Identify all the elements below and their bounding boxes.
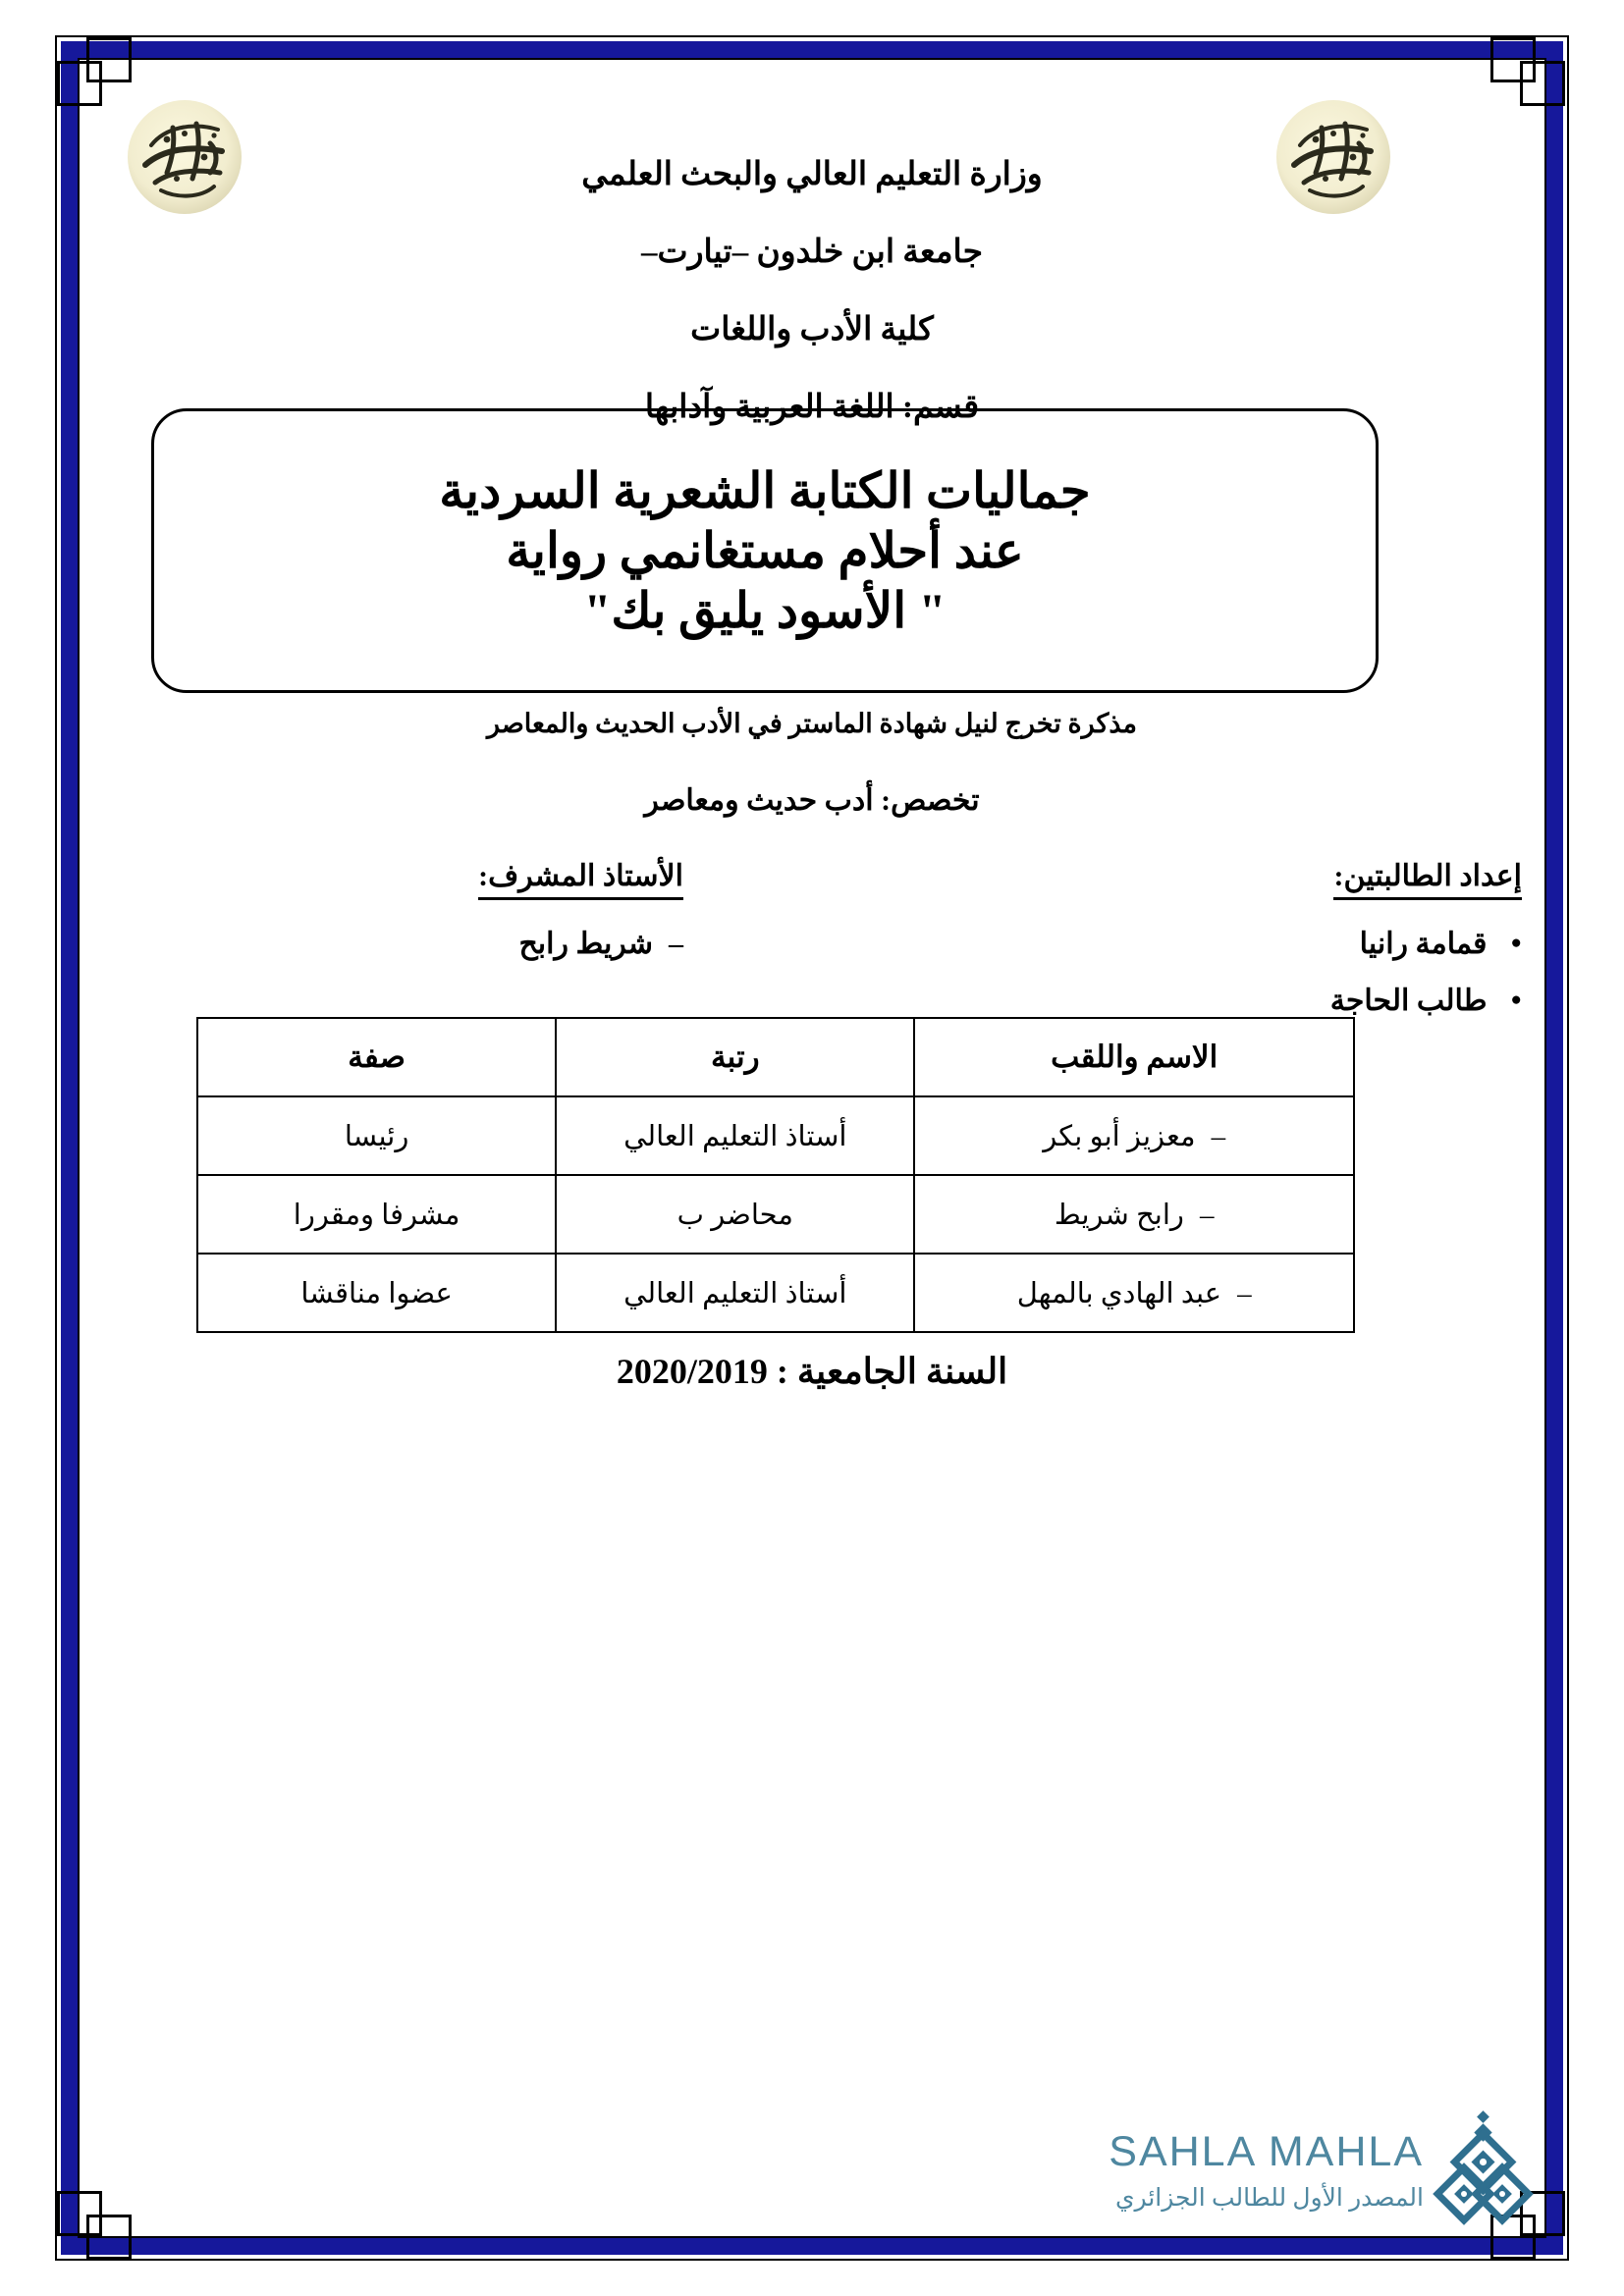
students-list	[972, 927, 1522, 1017]
header-line-ministry: وزارة التعليم العالي والبحث العلمي	[581, 157, 1043, 192]
memoir-statement: مذكرة تخرج لنيل شهادة الماستر في الأدب الحديث والمعاصر	[486, 709, 1138, 738]
academic-year-value: 2020/2019	[616, 1352, 768, 1391]
jury-header-name: الاسم واللقب	[914, 1018, 1354, 1096]
supervisor-heading: الأستاذ المشرف:	[478, 860, 683, 900]
jury-row-2-name	[914, 1175, 1354, 1254]
jury-row-2-role: مشرفا ومقررا	[197, 1175, 556, 1254]
sahla-mahla-watermark	[1076, 2109, 1538, 2238]
jury-row-2-dash: –	[1199, 1199, 1215, 1231]
thesis-title-line-2: عند أحلام مستغانمي رواية	[506, 522, 1024, 578]
jury-row-3-dash: –	[1237, 1277, 1252, 1309]
table-row	[197, 1254, 1354, 1332]
table-row	[197, 1096, 1354, 1175]
sahla-mahla-logo-icon	[1428, 2110, 1538, 2234]
academic-year-label: السنة الجامعية :	[776, 1352, 1008, 1391]
supervisor-dash: –	[669, 927, 683, 960]
header-line-department: قسم: اللغة العربية وآدابها	[644, 390, 980, 425]
jury-row-3-role: عضوا مناقشا	[197, 1254, 556, 1332]
jury-header-role: صفة	[197, 1018, 556, 1096]
jury-table	[196, 1017, 1355, 1333]
supervisor-list	[212, 927, 683, 960]
header-line-faculty: كلية الأدب واللغات	[690, 312, 934, 347]
jury-row-3-name	[914, 1254, 1354, 1332]
thesis-title-line-3: " الأسود يليق بك"	[583, 582, 947, 638]
document-content	[94, 75, 1530, 2221]
supervisor-name-1	[212, 927, 683, 960]
thesis-title-line-1: جماليات الكتابة الشعرية السردية	[439, 462, 1091, 518]
jury-table-header-row	[197, 1018, 1354, 1096]
jury-row-1-rank: أستاذ التعليم العالي	[556, 1096, 914, 1175]
jury-row-1-role: رئيسا	[197, 1096, 556, 1175]
thesis-title-box	[151, 408, 1379, 693]
watermark-tagline-text: المصدر الأول للطالب الجزائري	[1114, 2185, 1424, 2212]
students-column	[972, 860, 1522, 1043]
supervisor-name-text: شريط رابح	[518, 927, 653, 960]
jury-table-wrapper	[196, 1017, 1355, 1333]
student-name-1: ● قمامة رانيا	[972, 930, 1522, 959]
academic-year-line	[94, 1351, 1530, 1392]
jury-row-3-rank: أستاذ التعليم العالي	[556, 1254, 914, 1332]
table-row	[197, 1175, 1354, 1254]
jury-row-1-name-text: معزيز أبو بكر	[1043, 1120, 1196, 1152]
header-line-university: جامعة ابن خلدون –تيارت–	[641, 235, 983, 270]
jury-row-2-rank: محاضر ب	[556, 1175, 914, 1254]
students-heading: إعداد الطالبتين:	[1333, 860, 1522, 900]
jury-row-1-dash: –	[1211, 1120, 1226, 1152]
jury-row-3-name-text: عبد الهادي بالمهل	[1016, 1277, 1222, 1309]
jury-row-2-name-text: رابح شريط	[1054, 1199, 1184, 1231]
jury-row-1-name	[914, 1096, 1354, 1175]
jury-header-rank: رتبة	[556, 1018, 914, 1096]
supervisor-column	[212, 860, 683, 987]
speciality-line: تخصص: أدب حديث ومعاصر	[644, 784, 980, 817]
watermark-brand-text: SAHLA MAHLA	[1109, 2128, 1424, 2175]
student-name-2: ● طالب الحاجة	[972, 987, 1522, 1016]
